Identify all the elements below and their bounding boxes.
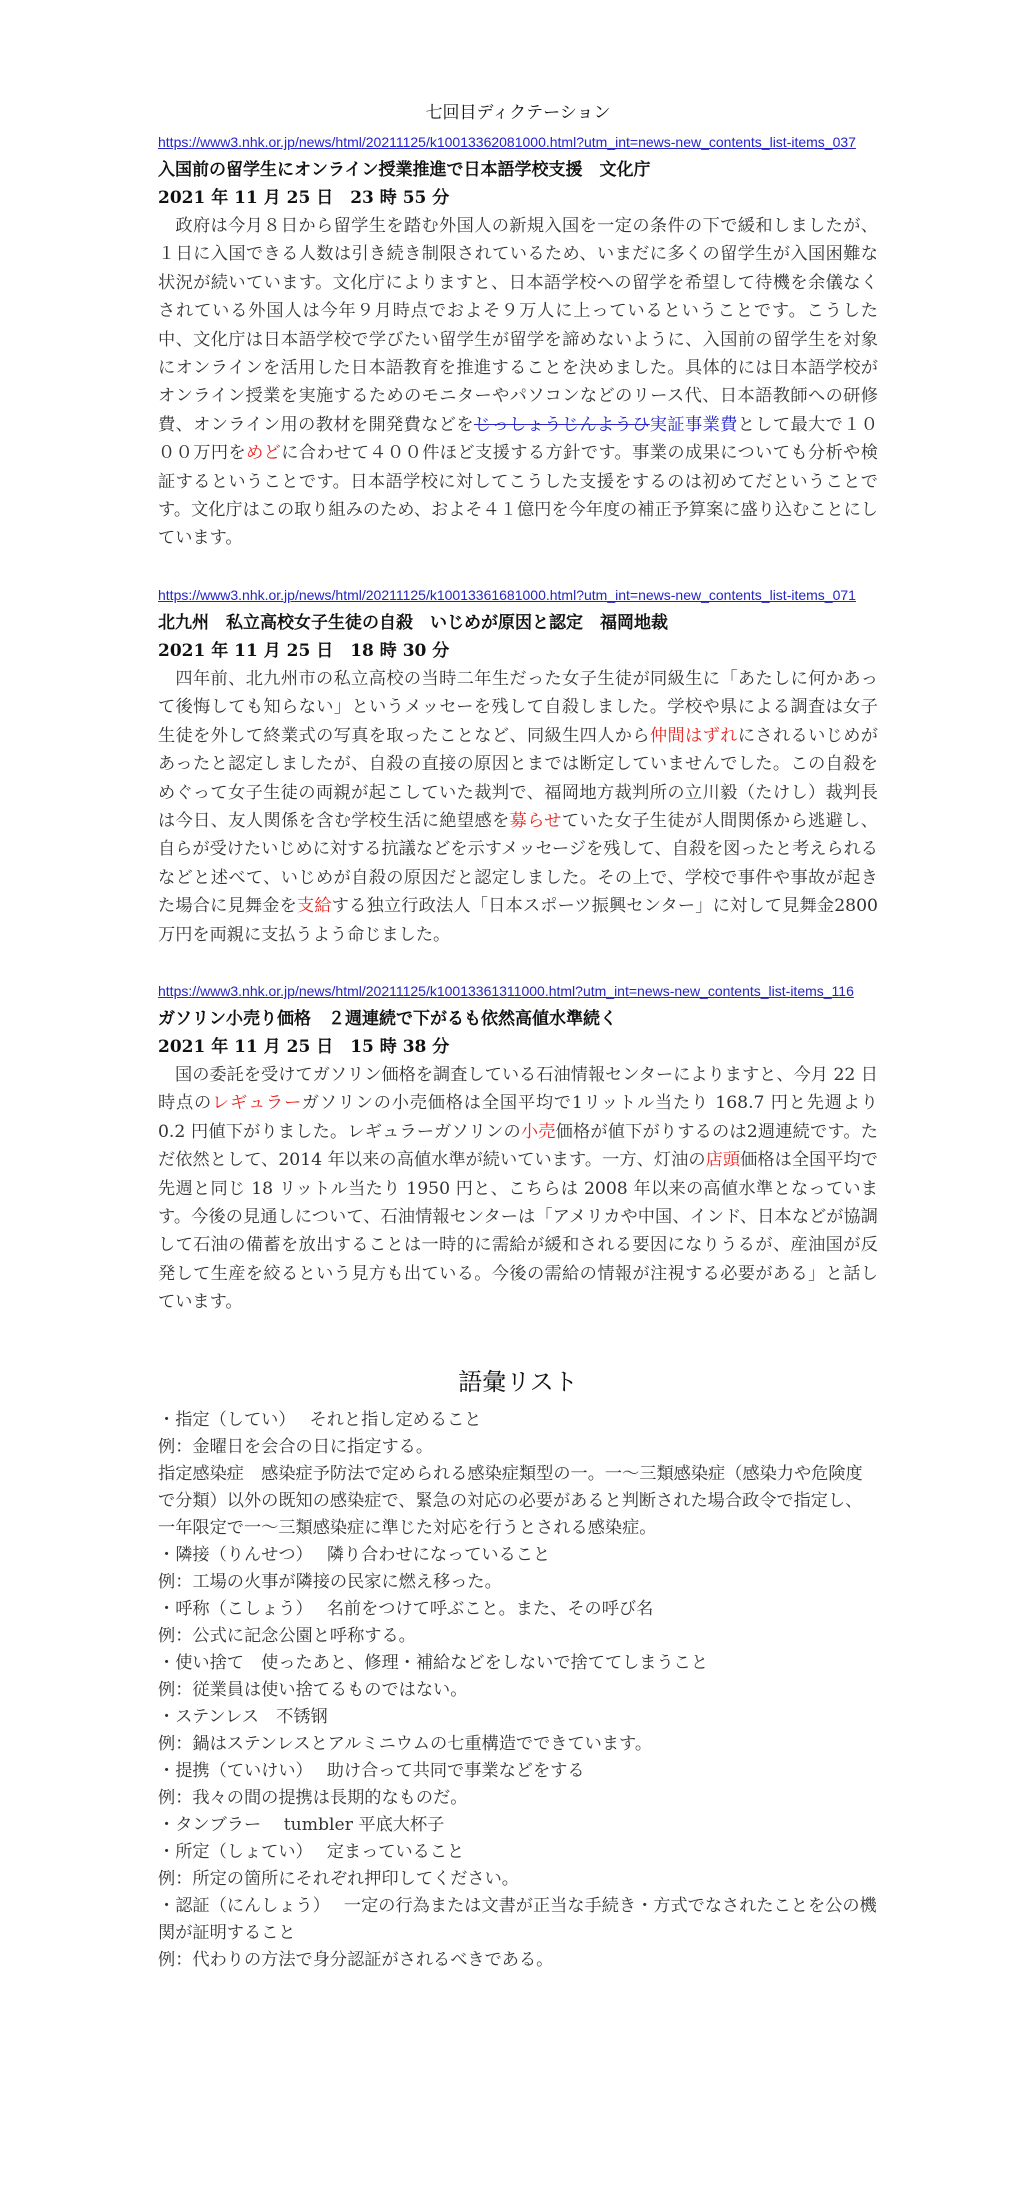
document-page xyxy=(158,100,878,1974)
vocab-line: 例：所定の箇所にそれぞれ押印してください。 xyxy=(158,1868,519,1889)
vocab-line: 指定感染症 感染症予防法で定められる感染症類型の一。一～三類感染症（感染力や危険度で分類）以外の既知の感染症で、緊急の対応の必要があると判断された場合政令で指定し、一年限定で一～三類感染症に準じた対応を行うとされる感染症。 xyxy=(158,1463,863,1538)
article-3-text-part: ガソリンの小売価格は全国平均で1リットル当たり 168.7 円と先週より 0.2 円値下がりました。レギュラーガソリンの xyxy=(158,1093,878,1142)
vocab-line: 例：代わりの方法で身分認証がされるべきである。 xyxy=(158,1949,554,1970)
article-3-body xyxy=(158,1061,878,1317)
article-3-text-part: 国の委託を受けてガソリン価格を調査している石油情報センターによりますと、今月 22 日時点の xyxy=(158,1064,878,1114)
vocab-line: 例：工場の火事が隣接の民家に燃え移った。 xyxy=(158,1571,502,1592)
article-1-text-part: に合わせて４００件ほど支援する方針です。事業の成果についても分析や検証するということです。日本語学校に対してこうした支援をするのは初めてだということです。文化庁はこの取り組みのため、およそ４１億円を今年度の補正予算案に盛り込むことにしています。 xyxy=(158,443,878,549)
article-2-text-part: 四年前、北九州市の私立高校の当時二年生だった女子生徒が同級生に「あたしに何かあって後悔しても知らない」というメッセーを残して自殺しました。学校や県による調査は女子生徒を外して終業式の写真を取ったことなど、同級生四人から xyxy=(158,668,878,746)
article-1-body xyxy=(158,212,878,553)
article-3-url-link[interactable]: https://www3.nhk.or.jp/news/html/20211125/k10013361311000.html?utm_int=news-new_contents_list-items_116 xyxy=(158,982,854,999)
vocab-line: 例：我々の間の提携は長期的なものだ。 xyxy=(158,1787,468,1808)
article-1-url-link[interactable]: https://www3.nhk.or.jp/news/html/20211125/k10013362081000.html?utm_int=news-new_contents_list-items_037 xyxy=(158,134,856,150)
article-2-highlight-text: 仲間はずれ xyxy=(649,725,738,746)
vocab-list-title: 語彙リスト xyxy=(458,1367,578,1396)
article-1 xyxy=(158,130,878,553)
article-1-strikethrough-text: じっしょうじんようひ xyxy=(473,414,650,435)
article-2-text-part: する独立行政法人「日本スポーツ振興センター」に対して見舞金2800万円を両親に支払うよう命じました。 xyxy=(158,896,878,945)
article-3-title: ガソリン小売り価格 ２週連続で下がるも依然高値水準続く xyxy=(158,1008,617,1029)
vocab-line: 例：従業員は使い捨てるものではない。 xyxy=(158,1679,468,1700)
article-3-highlight-text: 店頭 xyxy=(705,1150,741,1171)
article-3-highlight-text: 小売 xyxy=(520,1121,556,1142)
article-3 xyxy=(158,979,878,1317)
vocab-line: 例：公式に記念公園と呼称する。 xyxy=(158,1625,416,1646)
article-2-highlight-text: 募らせ xyxy=(509,810,562,831)
article-2 xyxy=(158,583,878,949)
vocab-list xyxy=(158,1407,878,1974)
vocab-line: ・タンブラー tumbler 平底大杯子 xyxy=(158,1814,445,1835)
article-3-highlight-text: レギュラー xyxy=(212,1093,302,1114)
article-1-text-part: として最大で１０００万円を xyxy=(158,414,878,464)
document-title: 七回目ディクテーション xyxy=(425,103,611,123)
article-2-text-part: ていた女子生徒が人間関係から逃避し、自らが受けたいじめに対する抗議などを示すメッセージを残して、自殺を図ったと考えられるなどと述べて、いじめが自殺の原因だと認定しました。その上で、学校で事件や事故が起きた場合に見舞金を xyxy=(158,810,878,917)
article-1-correction-text: 実証事業費 xyxy=(649,414,738,435)
vocab-line: 例：鍋はステンレスとアルミニウムの七重構造でできています。 xyxy=(158,1733,653,1754)
vocab-line: ・認証（にんしょう） 一定の行為または文書が正当な手続き・方式でなされたことを公の機関が証明すること xyxy=(158,1895,877,1943)
article-1-highlight-text: めど xyxy=(246,443,282,464)
vocab-line: ・所定（しょてい） 定まっていること xyxy=(158,1841,465,1862)
article-2-text-part: にされるいじめがあったと認定しましたが、自殺の直接の原因とまでは断定していませんでした。この自殺をめぐって女子生徒の両親が起こしていた裁判で、福岡地方裁判所の立川毅（たけし）裁判長は今日、友人関係を含む学校生活に絶望感を xyxy=(158,725,878,831)
article-1-title: 入国前の留学生にオンライン授業推進で日本語学校支援 文化庁 xyxy=(158,160,651,180)
article-3-date: 2021 年 11 月 25 日 15 時 38 分 xyxy=(158,1036,450,1057)
vocab-line: ・呼称（こしょう） 名前をつけて呼ぶこと。また、その呼び名 xyxy=(158,1598,654,1619)
article-2-title: 北九州 私立高校女子生徒の自殺 いじめが原因と認定 福岡地裁 xyxy=(158,612,668,633)
vocab-line: ・隣接（りんせつ） 隣り合わせになっていること xyxy=(158,1544,551,1565)
article-1-date: 2021 年 11 月 25 日 23 時 55 分 xyxy=(158,188,450,208)
vocab-line: ・指定（してい） それと指し定めること xyxy=(158,1409,482,1430)
article-2-date: 2021 年 11 月 25 日 18 時 30 分 xyxy=(158,640,450,661)
article-2-highlight-text: 支給 xyxy=(297,896,332,917)
vocab-line: ・提携（ていけい） 助け合って共同で事業などをする xyxy=(158,1760,585,1781)
article-3-text-part: 価格は全国平均で先週と同じ 18 リットル当たり 1950 円と、こちらは 2008 年以来の高値水準となっています。今後の見通しについて、石油情報センターは「アメリカや中国、インド、日本などが協調して石油の備蓄を放出することは一時的に需給が緩和される要因になりうるが、産油国が反発して生産を絞るという見方も出ている。今後の需給の情報が注視する必要がある」と話しています。 xyxy=(158,1150,878,1313)
vocab-line: ・ステンレス 不锈钢 xyxy=(158,1706,328,1727)
article-3-text-part: 価格が値下がりするのは2週連続です。ただ依然として、2014 年以来の高値水準が続いています。一方、灯油の xyxy=(158,1121,878,1171)
article-2-url-link[interactable]: https://www3.nhk.or.jp/news/html/20211125/k10013361681000.html?utm_int=news-new_contents_list-items_071 xyxy=(158,586,856,603)
vocab-line: 例：金曜日を会合の日に指定する。 xyxy=(158,1436,434,1457)
article-2-body xyxy=(158,665,878,949)
vocab-line: ・使い捨て 使ったあと、修理・補給などをしないで捨ててしまうこと xyxy=(158,1652,709,1673)
article-1-text-part: 政府は今月８日から留学生を踏む外国人の新規入国を一定の条件の下で緩和しましたが、１日に入国できる人数は引き続き制限されているため、いまだに多くの留学生が入国困難な状況が続いています。文化庁によりますと、日本語学校への留学を希望して待機を余儀なくされている外国人は今年９月時点でおよそ９万人に上っているということです。こうした中、文化庁は日本語学校で学びたい留学生が留学を諦めないように、入国前の留学生を対象にオンラインを活用した日本語教育を推進することを決めました。具体的には日本語学校がオンライン授業を実施するためのモニターやパソコンなどのリース代、日本語教師への研修費、オンライン用の教材を開発費などを xyxy=(158,216,878,435)
